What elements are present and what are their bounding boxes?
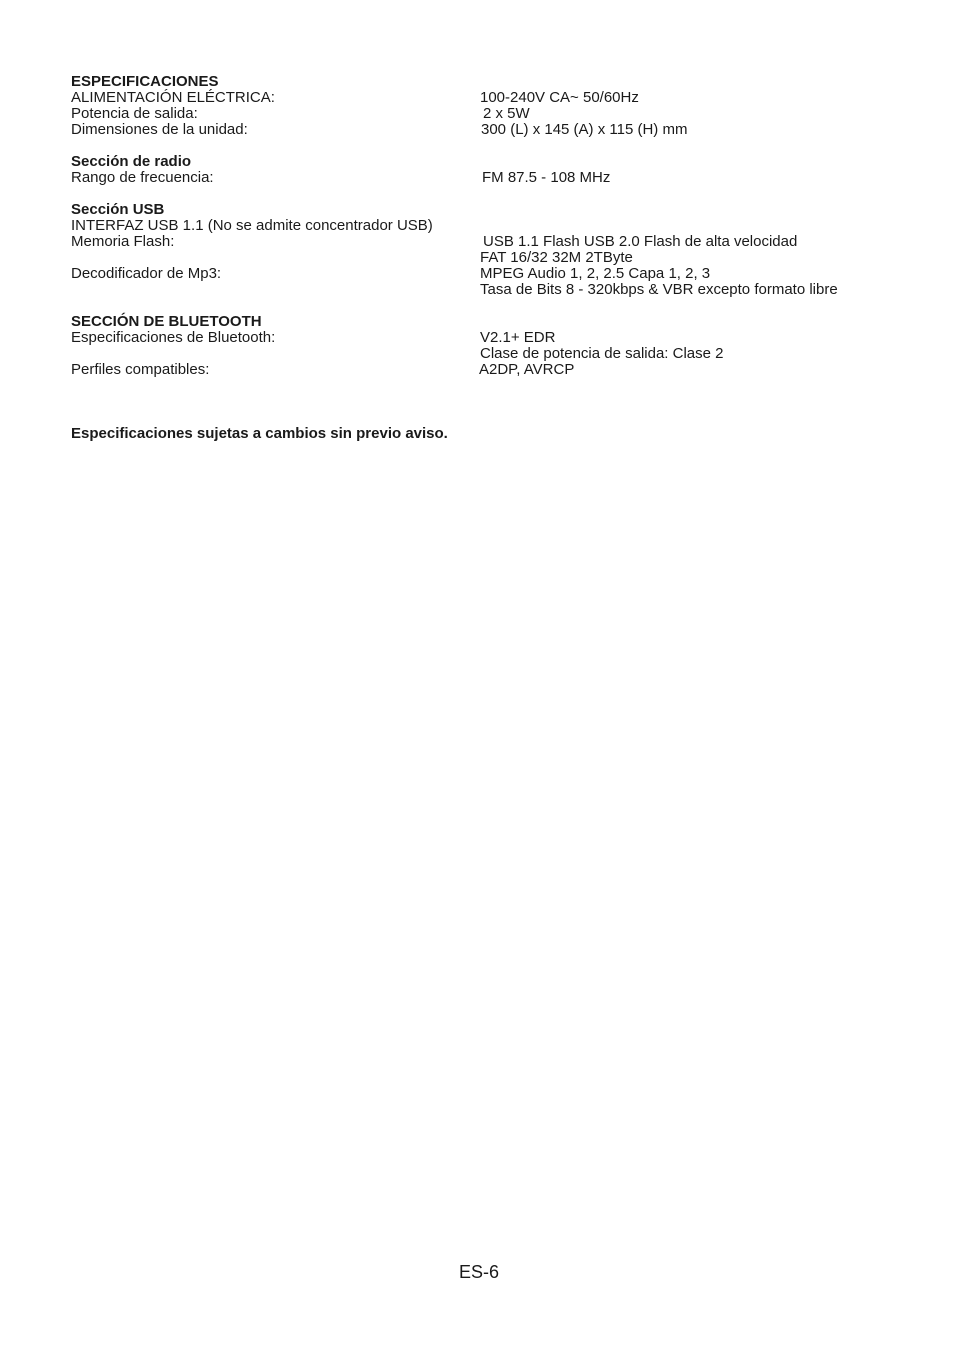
radio-section-heading: Sección de radio [71,153,192,170]
profiles-label: Perfiles compatibles: [71,361,210,378]
profiles-value: A2DP, AVRCP [479,361,575,378]
output-power-label: Potencia de salida: [71,105,198,122]
bluetooth-spec-label: Especificaciones de Bluetooth: [71,329,276,346]
page-number: ES-6 [459,1262,500,1282]
bluetooth-section-heading: SECCIÓN DE BLUETOOTH [71,313,262,330]
dimensions-label: Dimensiones de la unidad: [71,121,248,138]
flash-memory-value-1: USB 1.1 Flash USB 2.0 Flash de alta velocidad [483,233,798,250]
flash-memory-label: Memoria Flash: [71,233,175,250]
power-value: 100-240V CA~ 50/60Hz [480,89,639,106]
dimensions-value: 300 (L) x 145 (A) x 115 (H) mm [481,121,688,138]
frequency-range-value: FM 87.5 - 108 MHz [482,169,611,186]
usb-interface-text: INTERFAZ USB 1.1 (No se admite concentrador USB) [71,217,433,234]
frequency-range-label: Rango de frecuencia: [71,169,214,186]
bluetooth-spec-value-1: V2.1+ EDR [480,329,556,346]
flash-memory-value-2: FAT 16/32 32M 2TByte [480,249,633,266]
mp3-decoder-value-1: MPEG Audio 1, 2, 2.5 Capa 1, 2, 3 [480,265,711,282]
specifications-heading: ESPECIFICACIONES [71,73,219,90]
usb-section-heading: Sección USB [71,201,165,218]
bluetooth-spec-value-2: Clase de potencia de salida: Clase 2 [480,345,724,362]
change-notice: Especificaciones sujetas a cambios sin previo aviso. [71,425,448,442]
power-label: ALIMENTACIÓN ELÉCTRICA: [71,89,275,106]
mp3-decoder-label: Decodificador de Mp3: [71,265,222,282]
mp3-decoder-value-2: Tasa de Bits 8 - 320kbps & VBR excepto formato libre [480,281,838,298]
output-power-value: 2 x 5W [483,105,530,122]
